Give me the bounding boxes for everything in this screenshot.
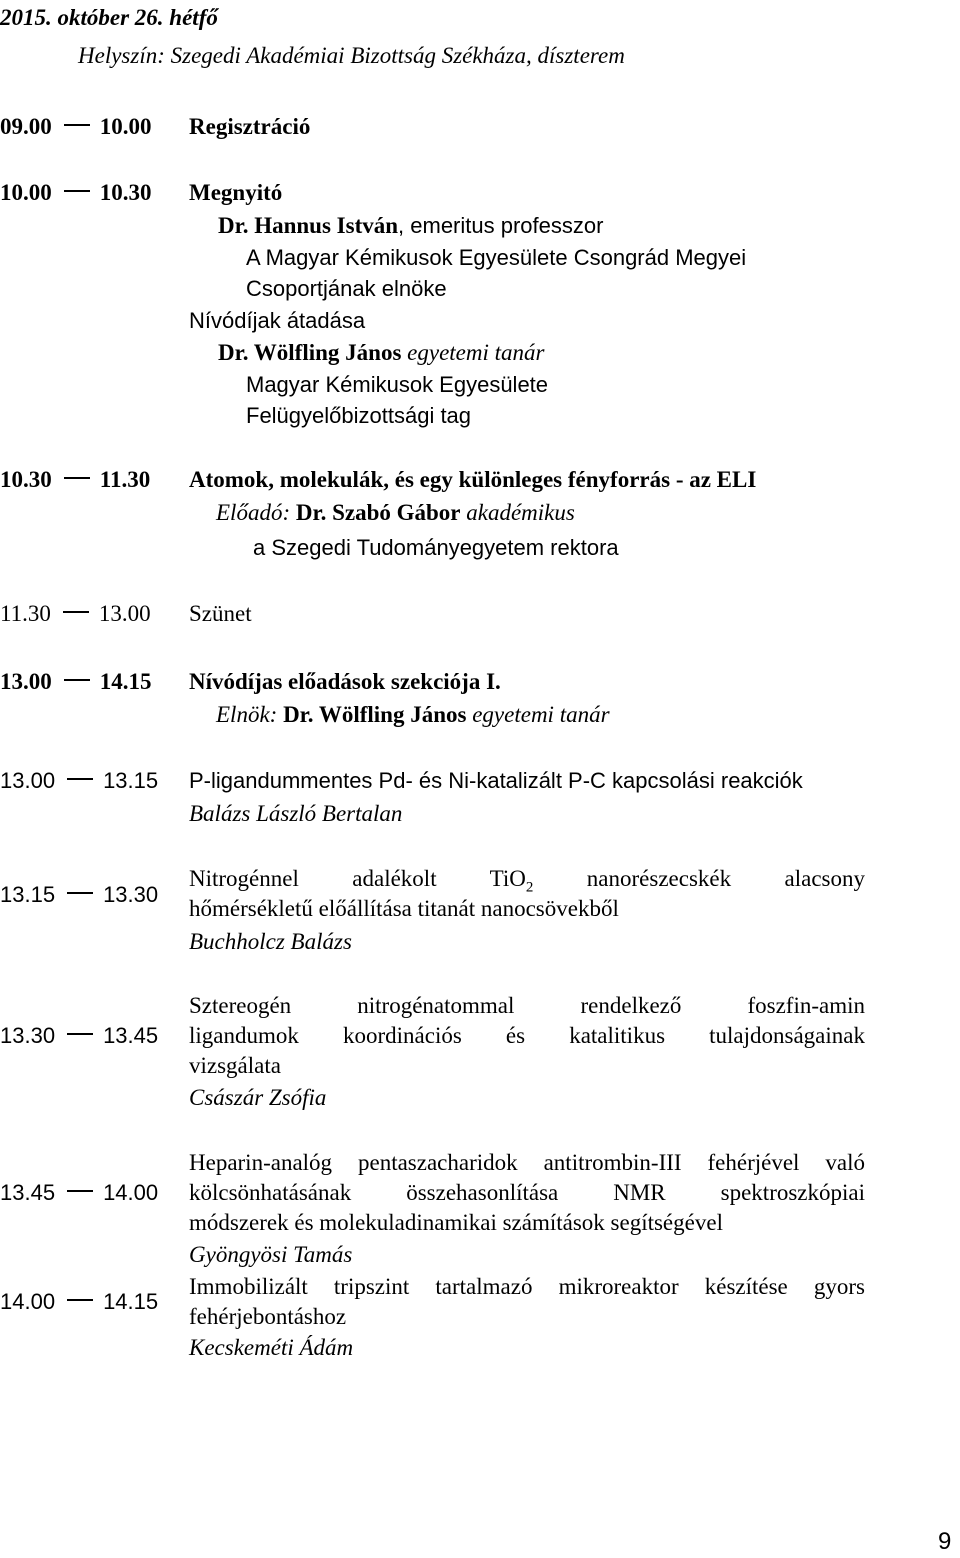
speaker-name: Dr. Wölfling János bbox=[218, 340, 402, 365]
dash bbox=[63, 611, 89, 613]
dash bbox=[67, 1190, 93, 1192]
subscript: 2 bbox=[525, 879, 534, 896]
session-time bbox=[0, 598, 151, 629]
session-title: Atomok, molekulák, és egy különleges fényforrás - az ELI bbox=[189, 467, 757, 492]
talk-time bbox=[0, 1177, 158, 1208]
talk-time bbox=[0, 765, 158, 796]
session-title: Szünet bbox=[189, 601, 252, 626]
chair-label: Elnök: bbox=[216, 702, 284, 727]
talk-title-line: fehérjebontáshoz bbox=[189, 1304, 347, 1329]
title-part: nanorészecskék alacsony bbox=[533, 866, 866, 891]
dash bbox=[64, 679, 90, 681]
session-title: Megnyitó bbox=[189, 180, 283, 205]
talk-time bbox=[0, 879, 158, 910]
talk-title-line: kölcsönhatásának összehasonlítása NMR spektroszkópiai bbox=[189, 1180, 865, 1205]
time-start: 10.30 bbox=[0, 467, 52, 492]
time-end: 13.00 bbox=[98, 601, 151, 626]
page-number: 9 bbox=[938, 1528, 952, 1555]
speaker-affiliation: Felügyelőbizottsági tag bbox=[246, 403, 472, 428]
talk-author: Balázs László Bertalan bbox=[189, 801, 403, 826]
talk-title-line: ligandumok koordinációs és katalitikus tulajdonságainak bbox=[189, 1023, 865, 1048]
presenter-name: Dr. Szabó Gábor bbox=[295, 500, 461, 525]
talk-author: Kecskeméti Ádám bbox=[189, 1335, 354, 1360]
chair-line bbox=[216, 699, 610, 730]
talk-author: Császár Zsófia bbox=[189, 1085, 327, 1110]
time-start: 13.15 bbox=[0, 882, 56, 907]
chair-name: Dr. Wölfling János bbox=[283, 702, 467, 727]
speaker-affiliation: Csoportjának elnöke bbox=[246, 276, 447, 301]
dash bbox=[67, 1033, 93, 1035]
speaker-line bbox=[218, 337, 544, 368]
talk-title-line: Sztereogén nitrogénatommal rendelkező foszfin-amin bbox=[189, 993, 865, 1018]
session-title: Nívódíjas előadások szekciója I. bbox=[189, 669, 501, 694]
presenter-affiliation: a Szegedi Tudományegyetem rektora bbox=[253, 535, 619, 560]
time-start: 13.00 bbox=[0, 669, 52, 694]
speaker-affiliation: Magyar Kémikusok Egyesülete bbox=[246, 372, 549, 397]
speaker-line bbox=[218, 210, 603, 241]
time-start: 11.30 bbox=[0, 601, 51, 626]
dash bbox=[64, 477, 90, 479]
talk-author: Buchholcz Balázs bbox=[189, 929, 352, 954]
time-start: 13.00 bbox=[0, 768, 56, 793]
talk-title-line bbox=[189, 863, 865, 894]
location: Helyszín: Szegedi Akadémiai Bizottság Székháza, díszterem bbox=[78, 43, 625, 68]
talk-title-line: módszerek és molekuladinamikai számítások segítségével bbox=[189, 1210, 723, 1235]
time-start: 13.30 bbox=[0, 1023, 56, 1048]
speaker-role: egyetemi tanár bbox=[401, 340, 545, 365]
talk-time bbox=[0, 1020, 158, 1051]
speaker-role: , emeritus professzor bbox=[398, 213, 604, 238]
talk-time bbox=[0, 1286, 158, 1317]
talk-title-line: hőmérsékletű előállítása titanát nanocsövekből bbox=[189, 896, 619, 921]
talk-title: P-ligandummentes Pd- és Ni-katalizált P-C kapcsolási reakciók bbox=[189, 768, 803, 793]
time-end: 13.30 bbox=[103, 882, 159, 907]
time-end: 14.15 bbox=[99, 669, 152, 694]
presenter-role: akadémikus bbox=[460, 500, 575, 525]
time-end: 11.30 bbox=[99, 467, 151, 492]
time-end: 10.30 bbox=[99, 180, 152, 205]
dash bbox=[67, 778, 93, 780]
session-time bbox=[0, 177, 152, 208]
presenter-label: Előadó: bbox=[216, 500, 296, 525]
time-end: 14.15 bbox=[103, 1289, 159, 1314]
talk-author: Gyöngyösi Tamás bbox=[189, 1242, 353, 1267]
time-start: 13.45 bbox=[0, 1180, 56, 1205]
presenter-line bbox=[216, 497, 575, 528]
dash bbox=[64, 124, 90, 126]
session-time bbox=[0, 464, 150, 495]
talk-title-line: Heparin-analóg pentaszacharidok antitrombin-III fehérjével való bbox=[189, 1150, 865, 1175]
time-end: 14.00 bbox=[103, 1180, 159, 1205]
speaker-affiliation: A Magyar Kémikusok Egyesülete Csongrád Megyei bbox=[246, 245, 747, 270]
talk-title-line: vizsgálata bbox=[189, 1053, 281, 1078]
dash bbox=[67, 1299, 93, 1301]
speaker-name: Dr. Hannus István bbox=[218, 213, 399, 238]
session-title: Regisztráció bbox=[189, 114, 311, 139]
chair-role: egyetemi tanár bbox=[466, 702, 610, 727]
time-end: 13.45 bbox=[103, 1023, 159, 1048]
time-start: 10.00 bbox=[0, 180, 52, 205]
award-line: Nívódíjak átadása bbox=[189, 308, 366, 333]
title-part: Nitrogénnel adalékolt TiO bbox=[189, 866, 526, 891]
dash bbox=[67, 892, 93, 894]
session-time bbox=[0, 666, 152, 697]
time-end: 10.00 bbox=[99, 114, 152, 139]
time-start: 14.00 bbox=[0, 1289, 56, 1314]
time-end: 13.15 bbox=[103, 768, 159, 793]
page-date: 2015. október 26. hétfő bbox=[0, 5, 218, 30]
dash bbox=[64, 190, 90, 192]
talk-title-line: Immobilizált tripszint tartalmazó mikroreaktor készítése gyors bbox=[189, 1274, 865, 1299]
time-start: 09.00 bbox=[0, 114, 52, 139]
session-time bbox=[0, 111, 152, 142]
